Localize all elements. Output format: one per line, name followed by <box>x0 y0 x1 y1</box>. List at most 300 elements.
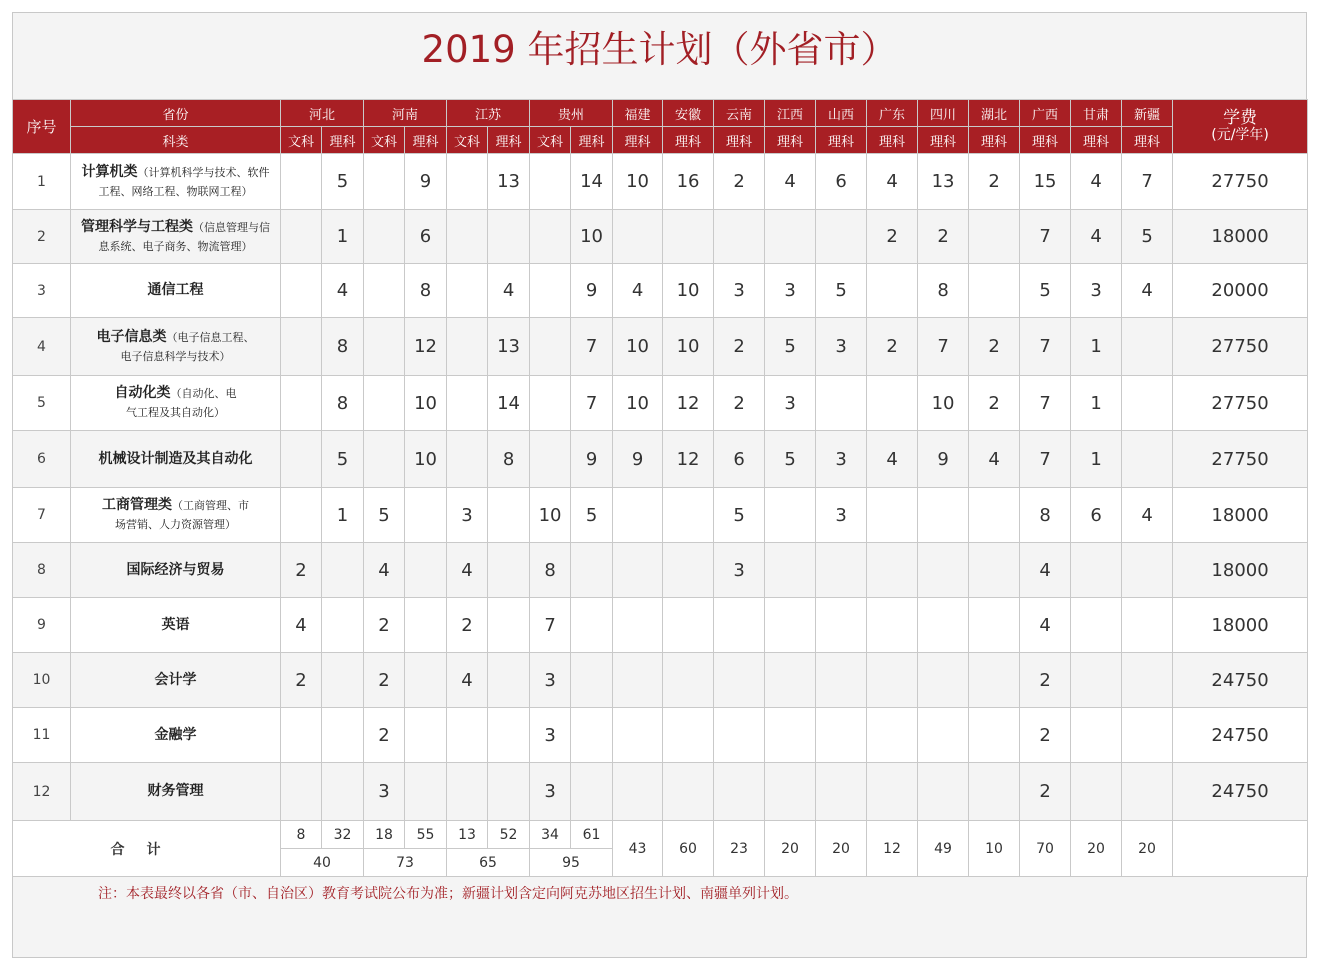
quota-cell <box>1122 318 1173 376</box>
quota-cell: 8 <box>488 431 530 488</box>
quota-cell: 5 <box>322 431 364 488</box>
quota-cell: 7 <box>1020 376 1071 431</box>
quota-cell <box>281 318 322 376</box>
quota-cell: 5 <box>571 488 613 543</box>
major-title: 财务管理 <box>147 783 204 799</box>
quota-cell <box>1071 543 1122 598</box>
quota-cell: 3 <box>530 763 571 821</box>
row-number: 8 <box>13 543 71 598</box>
subject-header: 科类 <box>71 127 281 154</box>
fee-cell: 27750 <box>1173 376 1308 431</box>
province-col-header: 云南 <box>714 100 765 127</box>
quota-cell: 4 <box>488 264 530 318</box>
quota-cell <box>663 488 714 543</box>
quota-cell: 1 <box>322 488 364 543</box>
major-note: 工程、网络工程、物联网工程） <box>98 184 253 198</box>
quota-cell <box>447 431 488 488</box>
totals-row-top <box>13 821 1308 849</box>
quota-cell <box>405 653 447 708</box>
fee-cell: 24750 <box>1173 708 1308 763</box>
quota-cell <box>867 543 918 598</box>
fee-label: 学费 <box>1223 107 1258 128</box>
fee-cell: 27750 <box>1173 154 1308 210</box>
quota-cell <box>322 543 364 598</box>
quota-cell <box>364 431 405 488</box>
major-title: 自动化类 <box>114 385 171 401</box>
major-name <box>71 154 281 210</box>
quota-cell <box>1122 653 1173 708</box>
major-note: 电子信息科学与技术） <box>120 349 231 363</box>
quota-cell: 8 <box>530 543 571 598</box>
quota-cell <box>405 543 447 598</box>
quota-cell <box>322 763 364 821</box>
quota-cell: 5 <box>765 318 816 376</box>
quota-cell: 2 <box>1020 708 1071 763</box>
row-number: 12 <box>13 763 71 821</box>
quota-cell <box>530 154 571 210</box>
quota-cell: 4 <box>447 543 488 598</box>
li-subheader: 理科 <box>1122 127 1173 154</box>
quota-cell: 3 <box>765 376 816 431</box>
quota-cell <box>867 763 918 821</box>
quota-cell <box>714 210 765 264</box>
quota-cell <box>663 763 714 821</box>
row-number: 1 <box>13 154 71 210</box>
quota-cell <box>571 708 613 763</box>
total-part: 55 <box>405 821 447 849</box>
quota-cell <box>969 543 1020 598</box>
quota-cell: 3 <box>816 431 867 488</box>
table-row <box>13 318 1308 376</box>
quota-cell: 7 <box>1020 431 1071 488</box>
quota-cell: 5 <box>364 488 405 543</box>
enrollment-plan-table <box>12 99 1308 877</box>
quota-cell <box>1122 763 1173 821</box>
total-single: 20 <box>816 821 867 877</box>
quota-cell <box>613 488 663 543</box>
total-single: 49 <box>918 821 969 877</box>
quota-cell <box>765 708 816 763</box>
quota-cell: 2 <box>867 318 918 376</box>
quota-cell: 2 <box>447 598 488 653</box>
wen-subheader: 文科 <box>281 127 322 154</box>
quota-cell: 13 <box>488 318 530 376</box>
quota-cell: 4 <box>867 431 918 488</box>
quota-cell: 6 <box>714 431 765 488</box>
quota-cell: 1 <box>322 210 364 264</box>
quota-cell: 5 <box>714 488 765 543</box>
table-row <box>13 376 1308 431</box>
quota-cell <box>488 488 530 543</box>
quota-cell: 2 <box>1020 653 1071 708</box>
quota-cell <box>765 488 816 543</box>
quota-cell: 10 <box>530 488 571 543</box>
quota-cell <box>816 653 867 708</box>
province-col-header: 贵州 <box>530 100 613 127</box>
quota-cell: 2 <box>969 154 1020 210</box>
quota-cell <box>1122 598 1173 653</box>
quota-cell <box>867 653 918 708</box>
quota-cell <box>969 264 1020 318</box>
quota-cell: 5 <box>1020 264 1071 318</box>
major-title: 工商管理类 <box>102 497 172 513</box>
quota-cell: 10 <box>571 210 613 264</box>
table-row <box>13 543 1308 598</box>
quota-cell <box>969 210 1020 264</box>
major-title: 管理科学与工程类 <box>81 218 193 235</box>
quota-cell: 3 <box>765 264 816 318</box>
province-col-header: 四川 <box>918 100 969 127</box>
table-row <box>13 708 1308 763</box>
total-part: 13 <box>447 821 488 849</box>
wen-subheader: 文科 <box>447 127 488 154</box>
quota-cell: 9 <box>571 264 613 318</box>
quota-cell: 3 <box>714 543 765 598</box>
quota-cell: 1 <box>1071 431 1122 488</box>
quota-cell <box>447 763 488 821</box>
quota-cell: 10 <box>918 376 969 431</box>
major-title: 机械设计制造及其自动化 <box>98 450 253 467</box>
total-part: 52 <box>488 821 530 849</box>
quota-cell: 2 <box>364 653 405 708</box>
quota-cell: 6 <box>405 210 447 264</box>
quota-cell <box>447 154 488 210</box>
quota-cell: 4 <box>1020 598 1071 653</box>
quota-cell <box>918 598 969 653</box>
quota-cell: 7 <box>571 318 613 376</box>
province-col-header: 新疆 <box>1122 100 1173 127</box>
quota-cell: 2 <box>1020 763 1071 821</box>
quota-cell <box>969 653 1020 708</box>
quota-cell <box>918 543 969 598</box>
total-single: 23 <box>714 821 765 877</box>
quota-cell <box>405 488 447 543</box>
quota-cell: 7 <box>571 376 613 431</box>
quota-cell <box>405 708 447 763</box>
row-number: 10 <box>13 653 71 708</box>
quota-cell <box>530 318 571 376</box>
province-header: 省份 <box>71 100 281 127</box>
quota-cell <box>488 653 530 708</box>
row-number: 11 <box>13 708 71 763</box>
quota-cell <box>918 488 969 543</box>
quota-cell <box>969 708 1020 763</box>
quota-cell <box>1071 763 1122 821</box>
quota-cell <box>1071 598 1122 653</box>
quota-cell <box>571 598 613 653</box>
li-subheader: 理科 <box>867 127 918 154</box>
major-note: （自动化、电 <box>170 387 237 400</box>
row-number: 3 <box>13 264 71 318</box>
quota-cell <box>918 708 969 763</box>
quota-cell <box>405 763 447 821</box>
quota-cell: 12 <box>663 376 714 431</box>
quota-cell <box>867 598 918 653</box>
quota-cell: 10 <box>613 376 663 431</box>
major-name <box>71 376 281 431</box>
major-name <box>71 763 281 821</box>
quota-cell: 3 <box>816 488 867 543</box>
quota-cell: 4 <box>969 431 1020 488</box>
total-part: 32 <box>322 821 364 849</box>
quota-cell: 3 <box>530 653 571 708</box>
table-row <box>13 488 1308 543</box>
quota-cell: 3 <box>1071 264 1122 318</box>
province-col-header: 湖北 <box>969 100 1020 127</box>
quota-cell: 10 <box>405 431 447 488</box>
quota-cell <box>571 543 613 598</box>
fee-cell: 18000 <box>1173 488 1308 543</box>
quota-cell <box>447 264 488 318</box>
quota-cell <box>1071 653 1122 708</box>
wen-subheader: 文科 <box>364 127 405 154</box>
quota-cell <box>663 210 714 264</box>
quota-cell: 4 <box>1071 154 1122 210</box>
major-title: 电子信息类 <box>96 328 167 345</box>
quota-cell <box>322 653 364 708</box>
seq-header: 序号 <box>13 100 71 154</box>
quota-cell: 3 <box>714 264 765 318</box>
quota-cell <box>571 763 613 821</box>
quota-cell <box>969 763 1020 821</box>
quota-cell: 10 <box>613 154 663 210</box>
quota-cell: 2 <box>281 543 322 598</box>
footnote: 注：本表最终以各省（市、自治区）教育考试院公布为准；新疆计划含定向阿克苏地区招生计划、南疆单列计划。 <box>98 886 798 902</box>
quota-cell <box>765 598 816 653</box>
quota-cell <box>530 210 571 264</box>
quota-cell: 4 <box>364 543 405 598</box>
major-name <box>71 431 281 488</box>
fee-cell: 18000 <box>1173 598 1308 653</box>
fee-unit: (元/学年) <box>1211 126 1269 143</box>
quota-cell <box>1122 543 1173 598</box>
quota-cell: 12 <box>663 431 714 488</box>
quota-cell <box>281 431 322 488</box>
table-row <box>13 653 1308 708</box>
quota-cell <box>1122 708 1173 763</box>
quota-cell: 4 <box>1020 543 1071 598</box>
li-subheader: 理科 <box>714 127 765 154</box>
quota-cell <box>867 708 918 763</box>
quota-cell: 13 <box>488 154 530 210</box>
quota-cell <box>281 708 322 763</box>
total-single: 20 <box>765 821 816 877</box>
quota-cell <box>816 598 867 653</box>
quota-cell: 1 <box>1071 318 1122 376</box>
quota-cell <box>281 210 322 264</box>
major-name <box>71 543 281 598</box>
fee-cell: 24750 <box>1173 763 1308 821</box>
quota-cell <box>969 488 1020 543</box>
quota-cell <box>488 543 530 598</box>
quota-cell <box>816 763 867 821</box>
quota-cell <box>765 210 816 264</box>
quota-cell <box>663 598 714 653</box>
li-subheader: 理科 <box>1071 127 1122 154</box>
quota-cell <box>447 708 488 763</box>
row-number: 7 <box>13 488 71 543</box>
major-note: （信息管理与信 <box>193 220 270 234</box>
total-single: 20 <box>1122 821 1173 877</box>
li-subheader: 理科 <box>663 127 714 154</box>
quota-cell: 5 <box>765 431 816 488</box>
quota-cell: 15 <box>1020 154 1071 210</box>
fee-cell: 27750 <box>1173 318 1308 376</box>
quota-cell: 2 <box>714 376 765 431</box>
quota-cell <box>364 210 405 264</box>
quota-cell: 4 <box>1122 264 1173 318</box>
quota-cell: 10 <box>663 318 714 376</box>
row-number: 4 <box>13 318 71 376</box>
quota-cell <box>488 598 530 653</box>
table-row <box>13 154 1308 210</box>
total-part: 34 <box>530 821 571 849</box>
page-title: 2019 年招生计划（外省市） <box>421 28 898 71</box>
quota-cell: 10 <box>613 318 663 376</box>
fee-cell: 18000 <box>1173 543 1308 598</box>
total-single: 70 <box>1020 821 1071 877</box>
quota-cell <box>488 708 530 763</box>
quota-cell <box>714 653 765 708</box>
table-row <box>13 598 1308 653</box>
quota-cell: 4 <box>613 264 663 318</box>
quota-cell <box>867 488 918 543</box>
quota-cell: 5 <box>816 264 867 318</box>
fee-cell: 18000 <box>1173 210 1308 264</box>
quota-cell <box>816 708 867 763</box>
li-subheader: 理科 <box>969 127 1020 154</box>
li-subheader: 理科 <box>918 127 969 154</box>
quota-cell <box>613 598 663 653</box>
quota-cell <box>488 210 530 264</box>
quota-cell: 4 <box>765 154 816 210</box>
li-subheader: 理科 <box>488 127 530 154</box>
li-subheader: 理科 <box>1020 127 1071 154</box>
quota-cell: 8 <box>322 318 364 376</box>
quota-cell <box>281 488 322 543</box>
quota-cell <box>714 598 765 653</box>
province-col-header: 福建 <box>613 100 663 127</box>
quota-cell <box>816 210 867 264</box>
quota-cell: 4 <box>447 653 488 708</box>
quota-cell <box>447 376 488 431</box>
major-note: （计算机科学与技术、软件 <box>137 165 270 179</box>
major-name <box>71 264 281 318</box>
quota-cell <box>1071 708 1122 763</box>
major-note: （电子信息工程、 <box>166 330 255 344</box>
quota-cell: 7 <box>530 598 571 653</box>
quota-cell <box>1122 376 1173 431</box>
li-subheader: 理科 <box>405 127 447 154</box>
quota-cell: 14 <box>488 376 530 431</box>
quota-cell <box>765 653 816 708</box>
total-part: 18 <box>364 821 405 849</box>
row-number: 9 <box>13 598 71 653</box>
quota-cell <box>281 154 322 210</box>
quota-cell: 9 <box>571 431 613 488</box>
quota-cell <box>663 708 714 763</box>
row-number: 5 <box>13 376 71 431</box>
quota-cell: 3 <box>530 708 571 763</box>
quota-cell: 13 <box>918 154 969 210</box>
quota-cell: 4 <box>1122 488 1173 543</box>
province-col-header: 江西 <box>765 100 816 127</box>
total-single: 43 <box>613 821 663 877</box>
province-col-header: 山西 <box>816 100 867 127</box>
major-title: 会计学 <box>154 671 197 688</box>
quota-cell: 12 <box>405 318 447 376</box>
quota-cell <box>447 210 488 264</box>
province-col-header: 河南 <box>364 100 447 127</box>
quota-cell: 7 <box>1122 154 1173 210</box>
table-row <box>13 210 1308 264</box>
quota-cell <box>765 543 816 598</box>
major-note: 场营销、人力资源管理） <box>115 518 236 531</box>
total-part: 8 <box>281 821 322 849</box>
quota-cell <box>364 376 405 431</box>
quota-cell: 4 <box>1071 210 1122 264</box>
major-title: 计算机类 <box>81 163 138 180</box>
fee-cell: 20000 <box>1173 264 1308 318</box>
quota-cell: 2 <box>969 376 1020 431</box>
province-col-header: 河北 <box>281 100 364 127</box>
province-col-header: 江苏 <box>447 100 530 127</box>
major-name <box>71 598 281 653</box>
table-row <box>13 264 1308 318</box>
quota-cell <box>714 708 765 763</box>
major-name <box>71 488 281 543</box>
total-single: 10 <box>969 821 1020 877</box>
total-single: 60 <box>663 821 714 877</box>
quota-cell: 2 <box>714 318 765 376</box>
li-subheader: 理科 <box>322 127 364 154</box>
quota-cell: 4 <box>867 154 918 210</box>
quota-cell <box>281 763 322 821</box>
major-name <box>71 708 281 763</box>
quota-cell: 4 <box>281 598 322 653</box>
quota-cell: 1 <box>1071 376 1122 431</box>
quota-cell: 8 <box>1020 488 1071 543</box>
total-single: 12 <box>867 821 918 877</box>
quota-cell <box>816 376 867 431</box>
quota-cell <box>281 264 322 318</box>
fee-header <box>1173 100 1308 154</box>
quota-cell <box>488 763 530 821</box>
quota-cell <box>867 264 918 318</box>
li-subheader: 理科 <box>613 127 663 154</box>
totals-label: 合计 <box>13 821 281 877</box>
quota-cell <box>530 376 571 431</box>
wen-subheader: 文科 <box>530 127 571 154</box>
quota-cell: 2 <box>714 154 765 210</box>
province-col-header: 甘肃 <box>1071 100 1122 127</box>
row-number: 2 <box>13 210 71 264</box>
major-note: （工商管理、市 <box>172 499 249 512</box>
quota-cell <box>613 708 663 763</box>
quota-cell: 3 <box>816 318 867 376</box>
table-row <box>13 431 1308 488</box>
quota-cell <box>364 264 405 318</box>
major-title: 英语 <box>161 616 190 633</box>
quota-cell <box>447 318 488 376</box>
quota-cell <box>1122 431 1173 488</box>
major-name <box>71 318 281 376</box>
quota-cell: 10 <box>663 264 714 318</box>
quota-cell <box>663 543 714 598</box>
quota-cell <box>969 598 1020 653</box>
quota-cell: 2 <box>867 210 918 264</box>
quota-cell: 2 <box>969 318 1020 376</box>
